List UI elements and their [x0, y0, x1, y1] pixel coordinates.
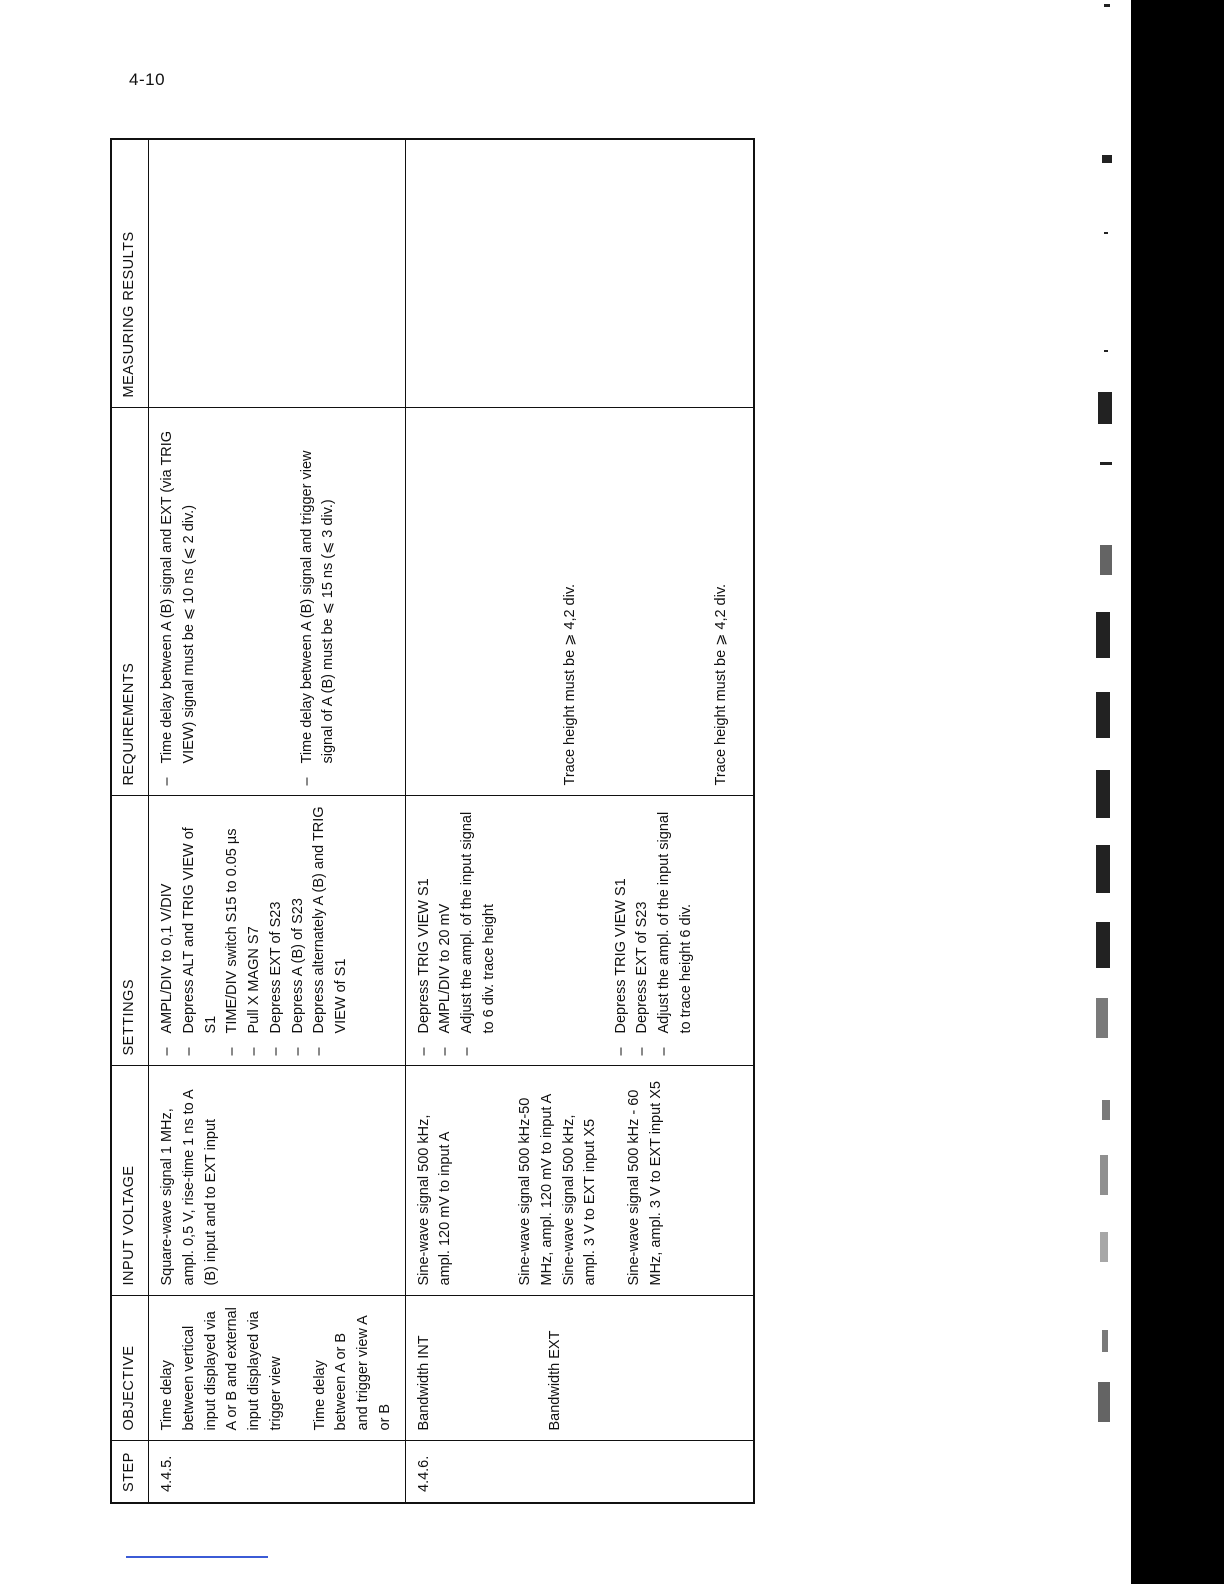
- header-step: STEP: [111, 1441, 149, 1503]
- settings-item: – Adjust the ampl. of the input signal to trace height 6 div.: [654, 807, 698, 1056]
- settings-list: [611, 807, 698, 1056]
- page-number: 4-10: [129, 70, 166, 89]
- objective-text: Time delay between A or B and trigger view A or B: [311, 1316, 393, 1431]
- settings-list: [414, 807, 501, 1056]
- step-cell: 4.4.5.: [149, 1441, 406, 1503]
- objective-cell: [149, 1296, 406, 1441]
- settings-item: – Adjust the ampl. of the input signal to 6 div. trace height: [457, 807, 501, 1056]
- scan-edge-bar: [1131, 0, 1224, 1584]
- settings-cell: [405, 796, 754, 1066]
- input-voltage-cell: [405, 1066, 754, 1296]
- table-row: [405, 139, 754, 1503]
- settings-cell: [149, 796, 406, 1066]
- header-requirements: REQUIREMENTS: [111, 408, 149, 796]
- requirements-cell: [149, 408, 406, 796]
- step-cell: 4.4.6.: [405, 1441, 754, 1503]
- objective-text: Time delay between vertical input displayed via A or B and external input displayed via trigger view: [159, 1307, 284, 1431]
- objective-text: Bandwidth INT: [415, 1335, 432, 1431]
- requirements-cell: [405, 408, 754, 796]
- settings-item: – Depress TRIG VIEW S1: [414, 807, 436, 1056]
- requirement-text: Trace height must be ⩾ 4,2 div.: [713, 583, 730, 786]
- objective-text: Bandwidth EXT: [547, 1330, 564, 1431]
- settings-item: – Depress alternately A (B) and TRIG VIEW of S1: [309, 807, 353, 1056]
- input-text: Sine-wave signal 500 kHz - 60 MHz, ampl. 3 V to EXT input X5: [626, 1081, 664, 1286]
- objective-cell: [405, 1296, 754, 1441]
- table-header-row: [111, 139, 149, 1503]
- header-settings: SETTINGS: [111, 796, 149, 1066]
- settings-item: – Depress A (B) of S23: [288, 807, 310, 1056]
- header-measuring-results: MEASURING RESULTS: [111, 139, 149, 408]
- measuring-results-cell: [149, 139, 406, 408]
- rotated-table-container: [110, 140, 755, 1504]
- settings-item: – Pull X MAGN S7: [244, 807, 266, 1056]
- requirement-text: Trace height must be ⩾ 4,2 div.: [561, 583, 578, 786]
- settings-item: – Depress EXT of S23: [266, 807, 288, 1056]
- input-text: Sine-wave signal 500 kHz, ampl. 120 mV to input A: [415, 1114, 454, 1286]
- input-text: Sine-wave signal 500 kHz, ampl. 3 V to EXT input X5: [560, 1114, 599, 1286]
- settings-list: [157, 807, 353, 1056]
- settings-item: – Depress ALT and TRIG VIEW of S1: [179, 807, 223, 1056]
- settings-item: – Depress EXT of S23: [632, 807, 654, 1056]
- scan-underline-mark: [126, 1556, 268, 1558]
- measuring-results-cell: [405, 139, 754, 408]
- header-input-voltage: INPUT VOLTAGE: [111, 1066, 149, 1296]
- requirement-text: – Time delay between A (B) signal and trigger view signal of A (B) must be ⩽ 15 ns (⩽ 3 div.): [297, 419, 341, 786]
- input-text: Square-wave signal 1 MHz, ampl. 0,5 V, rise-time 1 ns to A (B) input and to EXT input: [159, 1090, 219, 1286]
- settings-item: – Depress TRIG VIEW S1: [611, 807, 633, 1056]
- test-procedure-table: [110, 138, 755, 1504]
- scan-edge-marks: [1094, 0, 1124, 1584]
- header-objective: OBJECTIVE: [111, 1296, 149, 1441]
- settings-item: – TIME/DIV switch S15 to 0.05 µs: [222, 807, 244, 1056]
- requirement-text: – Time delay between A (B) signal and EXT (via TRIG VIEW) signal must be ⩽ 10 ns (⩽ 2 div.): [157, 419, 201, 786]
- table-row: [149, 139, 406, 1503]
- settings-item: – AMPL/DIV to 0,1 V/DIV: [157, 807, 179, 1056]
- settings-item: – AMPL/DIV to 20 mV: [435, 807, 457, 1056]
- input-voltage-cell: [149, 1066, 406, 1296]
- input-text: Sine-wave signal 500 kHz-50 MHz, ampl. 120 mV to input A: [517, 1093, 555, 1286]
